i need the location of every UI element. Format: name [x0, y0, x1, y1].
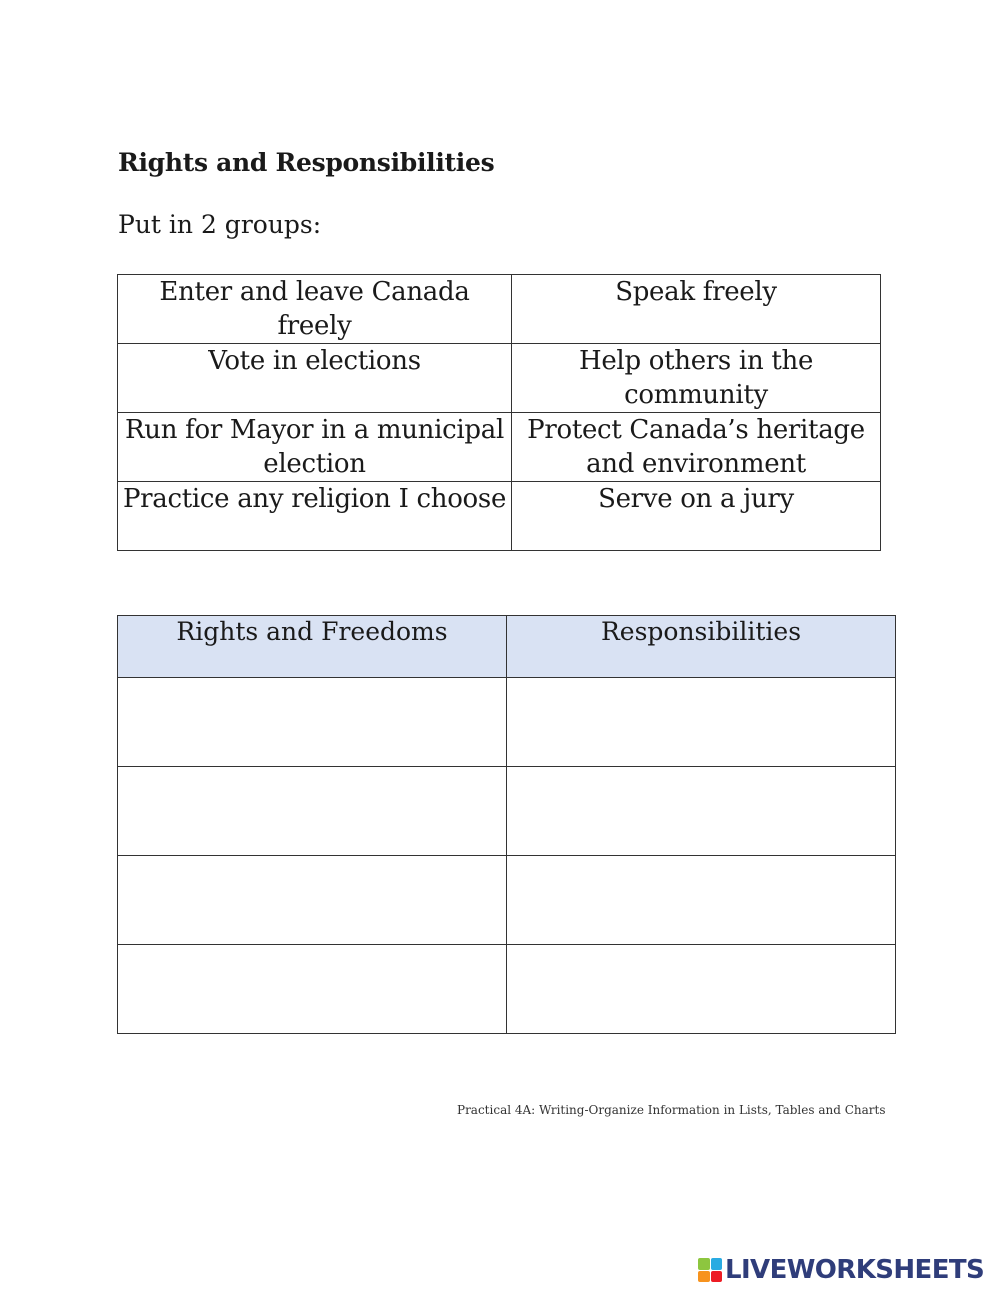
table-row — [118, 678, 896, 767]
brand-name: LIVEWORKSHEETS — [725, 1255, 985, 1285]
drop-zone-rights[interactable] — [118, 767, 507, 856]
table-header-row — [118, 616, 896, 678]
instruction-text: Put in 2 groups: — [118, 210, 322, 239]
sort-item[interactable]: Help others in the community — [512, 344, 881, 413]
logo-tile — [698, 1271, 710, 1283]
answer-table — [117, 615, 896, 1034]
table-row — [118, 945, 896, 1034]
drop-zone-responsibilities[interactable] — [507, 678, 896, 767]
logo-tile — [698, 1258, 710, 1270]
sort-item[interactable]: Vote in elections — [118, 344, 512, 413]
table-row — [118, 482, 881, 551]
page-title: Rights and Responsibilities — [118, 148, 495, 177]
table-row — [118, 767, 896, 856]
logo-tile — [711, 1258, 723, 1270]
sort-items-table — [117, 274, 881, 551]
table-row — [118, 856, 896, 945]
drop-zone-rights[interactable] — [118, 678, 507, 767]
liveworksheets-logo-icon — [698, 1258, 722, 1282]
brand-watermark[interactable] — [698, 1256, 984, 1284]
sort-item[interactable]: Serve on a jury — [512, 482, 881, 551]
drop-zone-rights[interactable] — [118, 856, 507, 945]
header-responsibilities: Responsibilities — [507, 616, 896, 678]
sort-item[interactable]: Protect Canada’s heritage and environment — [512, 413, 881, 482]
drop-zone-responsibilities[interactable] — [507, 945, 896, 1034]
logo-tile — [711, 1271, 723, 1283]
drop-zone-rights[interactable] — [118, 945, 507, 1034]
sort-item[interactable]: Run for Mayor in a municipal election — [118, 413, 512, 482]
footer-caption: Practical 4A: Writing-Organize Information in Lists, Tables and Charts — [457, 1103, 886, 1117]
table-row — [118, 275, 881, 344]
drop-zone-responsibilities[interactable] — [507, 856, 896, 945]
table-row — [118, 413, 881, 482]
header-rights-and-freedoms: Rights and Freedoms — [118, 616, 507, 678]
table-row — [118, 344, 881, 413]
drop-zone-responsibilities[interactable] — [507, 767, 896, 856]
sort-item[interactable]: Practice any religion I choose — [118, 482, 512, 551]
sort-item[interactable]: Speak freely — [512, 275, 881, 344]
sort-item[interactable]: Enter and leave Canada freely — [118, 275, 512, 344]
